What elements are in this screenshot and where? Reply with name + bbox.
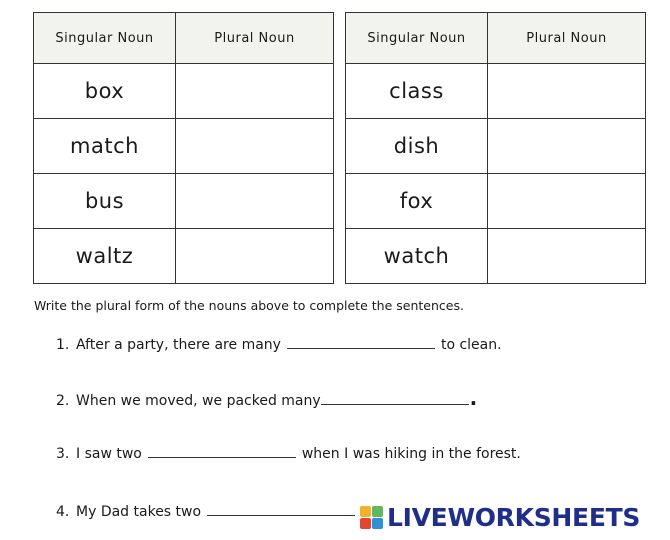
sentence-before: My Dad takes two	[76, 504, 202, 520]
header-singular: Singular Noun	[346, 13, 488, 64]
singular-noun: waltz	[34, 229, 176, 284]
watermark-text: LIVEWORKSHEETS	[387, 502, 641, 532]
sentence-after: to clean.	[440, 337, 502, 353]
sentence-3	[56, 443, 521, 462]
plural-answer-cell[interactable]	[176, 229, 334, 284]
sentence-2	[56, 386, 477, 410]
singular-noun: box	[34, 64, 176, 119]
logo-tile	[372, 518, 383, 529]
singular-noun: watch	[346, 229, 488, 284]
sentence-after: .	[469, 386, 478, 410]
header-plural: Plural Noun	[488, 13, 646, 64]
sentence-before: I saw two	[76, 446, 142, 462]
liveworksheets-logo-icon	[360, 506, 383, 529]
sentence-1	[56, 334, 502, 353]
sentence-4	[56, 501, 361, 520]
plural-answer-cell[interactable]	[176, 64, 334, 119]
singular-noun: fox	[346, 174, 488, 229]
liveworksheets-watermark	[360, 500, 670, 534]
singular-noun: class	[346, 64, 488, 119]
answer-blank[interactable]	[148, 443, 296, 458]
header-singular: Singular Noun	[34, 13, 176, 64]
answer-blank[interactable]	[207, 501, 355, 516]
plural-answer-cell[interactable]	[176, 174, 334, 229]
sentence-before: After a party, there are many	[76, 337, 281, 353]
sentence-number: 1.	[56, 337, 70, 353]
answer-blank[interactable]	[287, 334, 435, 349]
plural-answer-cell[interactable]	[488, 229, 646, 284]
noun-table-right	[345, 12, 646, 284]
sentence-number: 2.	[56, 393, 70, 409]
logo-tile	[372, 506, 383, 517]
plural-answer-cell[interactable]	[488, 174, 646, 229]
singular-noun: match	[34, 119, 176, 174]
sentence-before: When we moved, we packed many	[76, 393, 321, 409]
plural-answer-cell[interactable]	[176, 119, 334, 174]
logo-tile	[360, 518, 371, 529]
sentence-number: 3.	[56, 446, 70, 462]
header-plural: Plural Noun	[176, 13, 334, 64]
logo-tile	[360, 506, 371, 517]
singular-noun: dish	[346, 119, 488, 174]
sentence-after: when I was hiking in the forest.	[301, 446, 521, 462]
plural-answer-cell[interactable]	[488, 119, 646, 174]
singular-noun: bus	[34, 174, 176, 229]
noun-table-left	[33, 12, 334, 284]
plural-answer-cell[interactable]	[488, 64, 646, 119]
answer-blank[interactable]	[321, 390, 469, 405]
instructions-text: Write the plural form of the nouns above to complete the sentences.	[34, 298, 464, 313]
sentence-number: 4.	[56, 504, 70, 520]
